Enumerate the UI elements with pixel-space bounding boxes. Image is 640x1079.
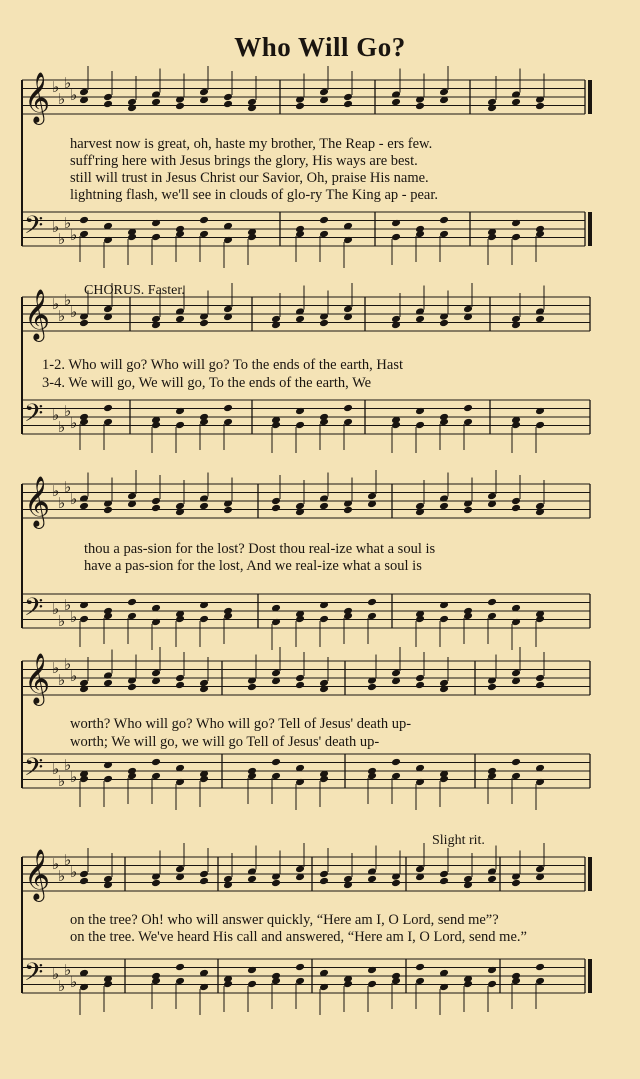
treble-clef-icon: 𝄞 xyxy=(24,476,51,527)
notehead xyxy=(319,615,329,624)
notehead xyxy=(103,404,113,413)
flat-sign: ♭ xyxy=(58,612,66,630)
notehead xyxy=(247,683,257,692)
flat-sign: ♭ xyxy=(52,965,60,983)
notehead xyxy=(439,870,449,879)
notehead xyxy=(439,319,449,328)
notehead xyxy=(415,963,425,972)
notehead xyxy=(535,102,545,111)
flat-sign: ♭ xyxy=(64,214,72,232)
notehead xyxy=(223,93,233,102)
notehead xyxy=(319,319,329,328)
flat-sign: ♭ xyxy=(52,760,60,778)
flat-sign: ♭ xyxy=(70,608,78,626)
flat-sign: ♭ xyxy=(64,596,72,614)
notehead xyxy=(199,319,209,328)
notehead xyxy=(103,100,113,109)
flat-sign: ♭ xyxy=(52,406,60,424)
notehead xyxy=(511,497,521,506)
flat-sign: ♭ xyxy=(52,78,60,96)
chorus-4-line-a: on the tree? Oh! who will answer quickly, “Here am I, O Lord, send me”? xyxy=(70,912,499,928)
notehead xyxy=(127,598,137,607)
notehead xyxy=(295,102,305,111)
flat-sign: ♭ xyxy=(52,659,60,677)
flat-sign: ♭ xyxy=(52,600,60,618)
notehead xyxy=(487,980,497,989)
notehead xyxy=(295,963,305,972)
flat-sign: ♭ xyxy=(52,855,60,873)
notehead xyxy=(247,980,257,989)
notehead xyxy=(271,758,281,767)
notehead xyxy=(343,404,353,413)
notehead xyxy=(103,775,113,784)
flat-sign: ♭ xyxy=(64,851,72,869)
flat-sign: ♭ xyxy=(58,307,66,325)
notehead xyxy=(535,421,545,430)
notehead xyxy=(343,93,353,102)
notehead xyxy=(415,421,425,430)
notehead xyxy=(295,674,305,683)
bass-clef-icon: 𝄢 xyxy=(24,211,44,246)
treble-clef-icon: 𝄞 xyxy=(24,653,51,704)
treble-clef-icon: 𝄞 xyxy=(24,72,51,123)
flat-sign: ♭ xyxy=(58,772,66,790)
flat-sign: ♭ xyxy=(70,226,78,244)
flat-sign: ♭ xyxy=(70,768,78,786)
flat-sign: ♭ xyxy=(52,482,60,500)
notehead xyxy=(175,421,185,430)
notehead xyxy=(463,404,473,413)
notehead xyxy=(319,870,329,879)
notehead xyxy=(127,683,137,692)
notehead xyxy=(511,233,521,242)
bass-clef-icon: 𝄢 xyxy=(24,399,44,434)
chorus-1-line-b: 3-4. We will go, We will go, To the ends of the earth, We xyxy=(42,375,372,391)
notehead xyxy=(415,102,425,111)
chorus-1-line-a: 1-2. Who will go? Who will go? To the ends of the earth, Hast xyxy=(42,357,404,373)
notehead xyxy=(103,93,113,102)
notehead xyxy=(151,233,161,242)
notehead xyxy=(439,877,449,886)
notehead xyxy=(271,504,281,513)
notehead xyxy=(175,674,185,683)
notehead xyxy=(511,504,521,513)
notehead xyxy=(463,506,473,515)
notehead xyxy=(415,681,425,690)
treble-clef-icon: 𝄞 xyxy=(24,849,51,900)
verse-line-3: still will trust in Jesus Christ our Savior, Oh, praise His name. xyxy=(70,170,429,186)
flat-sign: ♭ xyxy=(64,478,72,496)
notehead xyxy=(151,879,161,888)
flat-sign: ♭ xyxy=(70,414,78,432)
notehead xyxy=(199,877,209,886)
notehead xyxy=(487,683,497,692)
chorus-marking: CHORUS. Faster. xyxy=(84,283,185,298)
notehead xyxy=(175,681,185,690)
bass-clef-icon: 𝄢 xyxy=(24,958,44,993)
notehead xyxy=(103,506,113,515)
notehead xyxy=(271,879,281,888)
notehead xyxy=(223,100,233,109)
notehead xyxy=(295,421,305,430)
flat-sign: ♭ xyxy=(58,418,66,436)
notehead xyxy=(175,102,185,111)
notehead xyxy=(199,870,209,879)
notehead xyxy=(199,615,209,624)
notehead xyxy=(151,504,161,513)
notehead xyxy=(391,758,401,767)
notehead xyxy=(367,980,377,989)
notehead xyxy=(151,497,161,506)
notehead xyxy=(511,879,521,888)
notehead xyxy=(535,963,545,972)
notehead xyxy=(79,319,89,328)
hymn-title: Who Will Go? xyxy=(234,32,406,62)
notehead xyxy=(439,216,449,225)
flat-sign: ♭ xyxy=(58,867,66,885)
flat-sign: ♭ xyxy=(58,90,66,108)
flat-sign: ♭ xyxy=(64,756,72,774)
rit-marking: Slight rit. xyxy=(432,833,485,848)
verse-line-4: lightning flash, we'll see in clouds of glo-ry The King ap - pear. xyxy=(70,187,438,203)
flat-sign: ♭ xyxy=(70,667,78,685)
notehead xyxy=(271,497,281,506)
notehead xyxy=(391,233,401,242)
notehead xyxy=(319,216,329,225)
flat-sign: ♭ xyxy=(52,218,60,236)
notehead xyxy=(295,681,305,690)
notehead xyxy=(367,683,377,692)
flat-sign: ♭ xyxy=(58,494,66,512)
bass-clef-icon: 𝄢 xyxy=(24,593,44,628)
chorus-2-line-a: thou a pas-sion for the lost? Dost thou real-ize what a soul is xyxy=(84,541,436,557)
notehead xyxy=(319,877,329,886)
flat-sign: ♭ xyxy=(64,74,72,92)
flat-sign: ♭ xyxy=(70,973,78,991)
flat-sign: ♭ xyxy=(58,977,66,995)
notehead xyxy=(175,963,185,972)
flat-sign: ♭ xyxy=(58,671,66,689)
notehead xyxy=(79,877,89,886)
flat-sign: ♭ xyxy=(70,303,78,321)
chorus-3-line-a: worth? Who will go? Who will go? Tell of Jesus' death up- xyxy=(70,716,412,732)
flat-sign: ♭ xyxy=(52,295,60,313)
verse-line-1: harvest now is great, oh, haste my brother, The Reap - ers few. xyxy=(70,136,433,152)
flat-sign: ♭ xyxy=(70,863,78,881)
notehead xyxy=(415,674,425,683)
notehead xyxy=(535,674,545,683)
flat-sign: ♭ xyxy=(64,655,72,673)
flat-sign: ♭ xyxy=(64,402,72,420)
flat-sign: ♭ xyxy=(70,86,78,104)
notehead xyxy=(223,404,233,413)
notehead xyxy=(79,216,89,225)
notehead xyxy=(367,598,377,607)
notehead xyxy=(151,758,161,767)
flat-sign: ♭ xyxy=(64,961,72,979)
notehead xyxy=(535,681,545,690)
notehead xyxy=(223,506,233,515)
chorus-3-line-b: worth; We will go, we will go Tell of Jesus' death up- xyxy=(70,734,380,750)
notehead xyxy=(79,870,89,879)
notehead xyxy=(487,598,497,607)
treble-clef-icon: 𝄞 xyxy=(24,289,51,340)
flat-sign: ♭ xyxy=(58,230,66,248)
notehead xyxy=(511,758,521,767)
chorus-2-line-b: have a pas-sion for the lost, And we real-ize what a soul is xyxy=(84,558,422,574)
notehead xyxy=(343,100,353,109)
notehead xyxy=(439,615,449,624)
bass-clef-icon: 𝄢 xyxy=(24,753,44,788)
chorus-4-line-b: on the tree. We've heard His call and answered, “Here am I, O Lord, send me.” xyxy=(70,929,527,945)
flat-sign: ♭ xyxy=(70,490,78,508)
notehead xyxy=(391,879,401,888)
notehead xyxy=(199,216,209,225)
notehead xyxy=(343,506,353,515)
flat-sign: ♭ xyxy=(64,291,72,309)
notehead xyxy=(79,615,89,624)
verse-line-2: suff'ring here with Jesus brings the glory, His ways are best. xyxy=(70,153,418,169)
